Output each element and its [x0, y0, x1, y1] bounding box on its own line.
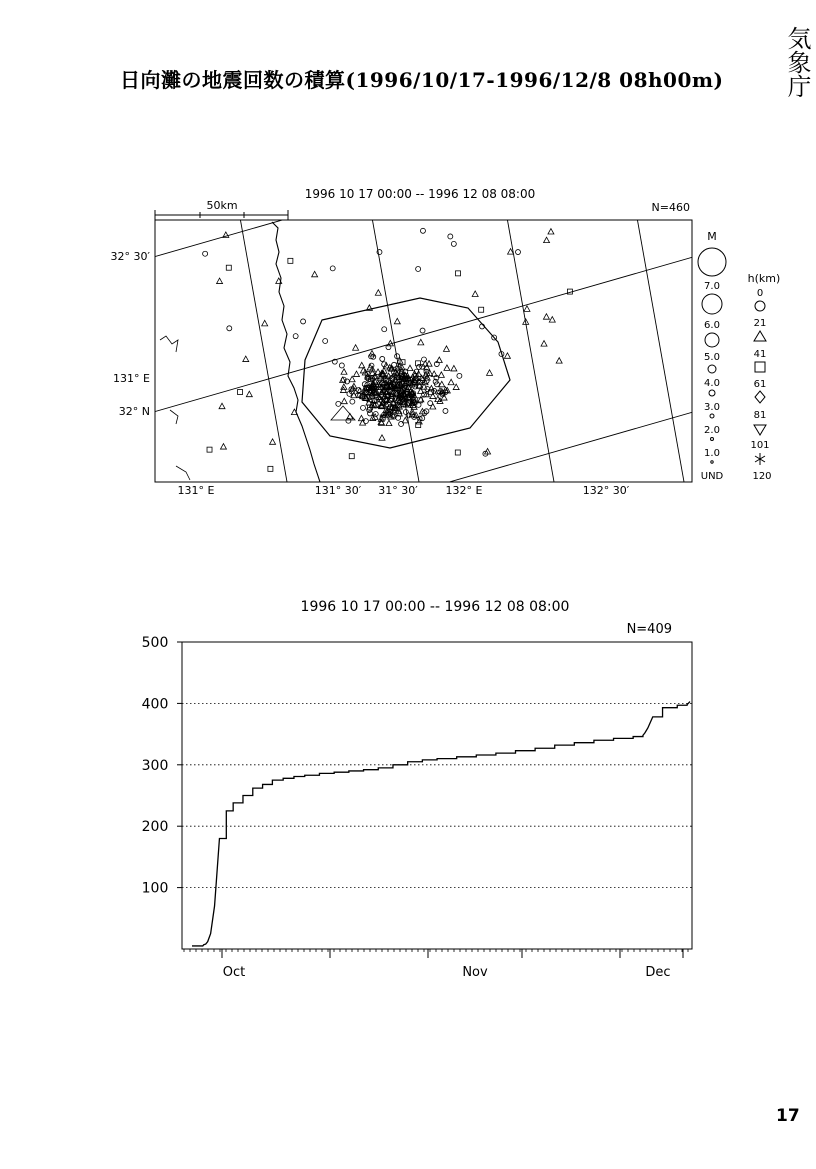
epicenter-mark [349, 376, 355, 382]
cumulative-count-chart [0, 590, 816, 990]
lon-label-31-30: 31° 30′ [378, 484, 418, 497]
depth-label-0: 0 [756, 288, 764, 299]
epicenter-mark [430, 404, 436, 410]
epicenter-mark [386, 345, 391, 350]
epicenter-mark [353, 371, 359, 377]
epicenter-mark [430, 393, 436, 399]
plot-frame [182, 642, 692, 949]
y-tick-label: 300 [141, 757, 169, 774]
epicenter-mark [394, 318, 400, 324]
epicenter-mark [418, 339, 424, 345]
epicenter-mark [217, 278, 223, 284]
magnitude-label-4: 4.0 [704, 378, 720, 389]
epicenter-mark [455, 450, 460, 455]
epicenter-mark [360, 405, 365, 410]
lat-label-32-30: 32° 30′ [110, 250, 150, 263]
epicenter-mark [312, 271, 318, 277]
depth-symbol-circle [755, 301, 765, 311]
coastline [272, 222, 320, 482]
epicenter-mark [392, 362, 397, 367]
magnitude-label-6: 6.0 [704, 320, 720, 331]
epicenter-mark [380, 356, 385, 361]
depth-symbol-triangle [754, 331, 766, 341]
depth-label-81: 81 [753, 410, 767, 421]
epicenter-mark [407, 365, 413, 371]
x-axis [184, 949, 688, 980]
epicenter-mark [226, 265, 231, 270]
epicenter-mark [457, 373, 462, 378]
lon-label-left: 131° E [113, 372, 150, 385]
scale-bar-label: 50km [206, 199, 238, 212]
depth-label-61: 61 [753, 379, 767, 390]
y-axis [142, 635, 182, 897]
magnitude-label-1: 1.0 [704, 448, 720, 459]
epicenter-mark [444, 365, 450, 371]
epicenter-mark [417, 364, 422, 369]
x-tick-label: Oct [222, 965, 246, 980]
map-frame [155, 220, 692, 482]
map-count-label: N=460 [651, 201, 690, 214]
y-tick-label: 200 [141, 819, 169, 836]
magnitude-label-7: 7.0 [704, 281, 720, 292]
epicenter-cluster [203, 228, 573, 471]
epicenter-mark [456, 271, 461, 276]
epicenter-mark [443, 346, 449, 352]
epicenter-mark [543, 314, 549, 320]
epicenter-mark [262, 320, 268, 326]
map-period-label: 1996 10 17 00:00 -- 1996 12 08 08:00 [304, 187, 536, 201]
depth-symbol-square [755, 362, 765, 372]
epicenter-mark [541, 341, 547, 347]
y-tick-label: 400 [141, 696, 169, 713]
epicenter-mark [420, 328, 425, 333]
epicenter-mark [330, 266, 335, 271]
page-number: 17 [776, 1106, 800, 1126]
epicenter-mark [203, 251, 208, 256]
epicenter-mark [451, 365, 457, 371]
depth-symbol-inverted-triangle [754, 425, 766, 435]
epicenter-mark [375, 290, 381, 296]
depth-label-21: 21 [753, 318, 767, 329]
epicenter-mark [323, 339, 328, 344]
agency-name: 気象庁 [783, 26, 811, 98]
epicenter-mark [472, 291, 478, 297]
epicenter-mark [350, 385, 356, 391]
epicenter-mark [220, 444, 226, 450]
epicenter-mark [341, 369, 347, 375]
epicenter-mark [487, 370, 493, 376]
epicenter-mark [353, 345, 359, 351]
depth-legend [748, 272, 781, 482]
epicenter-mark [288, 258, 293, 263]
depth-legend-title: h(km) [747, 272, 781, 285]
lon-label-131-30: 131° 30′ [314, 484, 362, 497]
epicenter-mark [556, 358, 562, 364]
x-tick-label: Dec [645, 965, 671, 980]
coastline-west [160, 336, 190, 480]
x-tick-label: Nov [462, 965, 488, 980]
cumulative-line [192, 702, 690, 946]
epicenter-mark [416, 266, 421, 271]
chart-title: 1996 10 17 00:00 -- 1996 12 08 08:00 [300, 599, 570, 615]
epicenter-mark [548, 229, 554, 235]
epicenter-mark [207, 447, 212, 452]
epicenter-mark [238, 390, 243, 395]
epicenter-mark [293, 334, 298, 339]
y-gridlines [182, 703, 692, 887]
depth-symbol-diamond [755, 391, 765, 403]
epicenter-mark [421, 357, 426, 362]
depth-label-41: 41 [753, 349, 767, 360]
epicenter-mark [369, 350, 375, 356]
y-tick-label: 100 [141, 880, 169, 897]
y-tick-label: 500 [141, 635, 169, 651]
epicenter-mark [301, 319, 306, 324]
lon-label-131: 131° E [177, 484, 215, 497]
longitude-grid [228, 180, 689, 510]
lon-label-132: 132° E [445, 484, 483, 497]
epicenter-mark [359, 362, 365, 368]
epicenter-mark [379, 435, 385, 441]
magnitude-label-2: 2.0 [704, 425, 720, 436]
epicenter-mark [243, 356, 249, 362]
epicenter-mark [227, 326, 232, 331]
epicenter-mark [336, 401, 341, 406]
epicenter-mark [516, 250, 521, 255]
epicenter-mark [382, 327, 387, 332]
epicenter-mark [544, 237, 550, 243]
epicenter-mark [219, 403, 225, 409]
epicenter-mark [350, 399, 355, 404]
epicenter-mark [268, 466, 273, 471]
epicenter-mark [270, 439, 276, 445]
epicenter-mark [448, 379, 454, 385]
magnitude-legend-title: M [707, 230, 717, 243]
lon-label-132-30: 132° 30′ [582, 484, 630, 497]
lat-label-32: 32° N [118, 405, 150, 418]
epicenter-mark [349, 454, 354, 459]
epicenter-mark [368, 411, 373, 416]
epicenter-mark [386, 420, 392, 426]
epicenter-map [0, 180, 816, 510]
page-title: 日向灘の地震回数の積算(1996/10/17-1996/12/8 08h00m) [120, 68, 724, 92]
epicenter-mark [448, 234, 453, 239]
epicenter-mark [339, 363, 344, 368]
magnitude-label-und: UND [700, 471, 724, 482]
chart-count-annotation: N=409 [626, 622, 672, 637]
epicenter-mark [341, 398, 347, 404]
epicenter-mark [420, 228, 425, 233]
epicenter-mark [451, 241, 456, 246]
epicenter-mark [443, 408, 448, 413]
epicenter-mark [438, 372, 444, 378]
epicenter-mark [549, 317, 555, 323]
magnitude-label-3: 3.0 [704, 402, 720, 413]
epicenter-mark [246, 391, 252, 397]
magnitude-legend [698, 230, 726, 482]
depth-label-101: 101 [750, 440, 770, 451]
epicenter-mark [479, 307, 484, 312]
epicenter-mark [504, 353, 510, 359]
epicenter-mark-large [331, 406, 355, 420]
magnitude-label-5: 5.0 [704, 352, 720, 363]
depth-label-120: 120 [752, 471, 772, 482]
epicenter-mark [524, 306, 530, 312]
depth-symbol-asterisk [755, 453, 765, 465]
